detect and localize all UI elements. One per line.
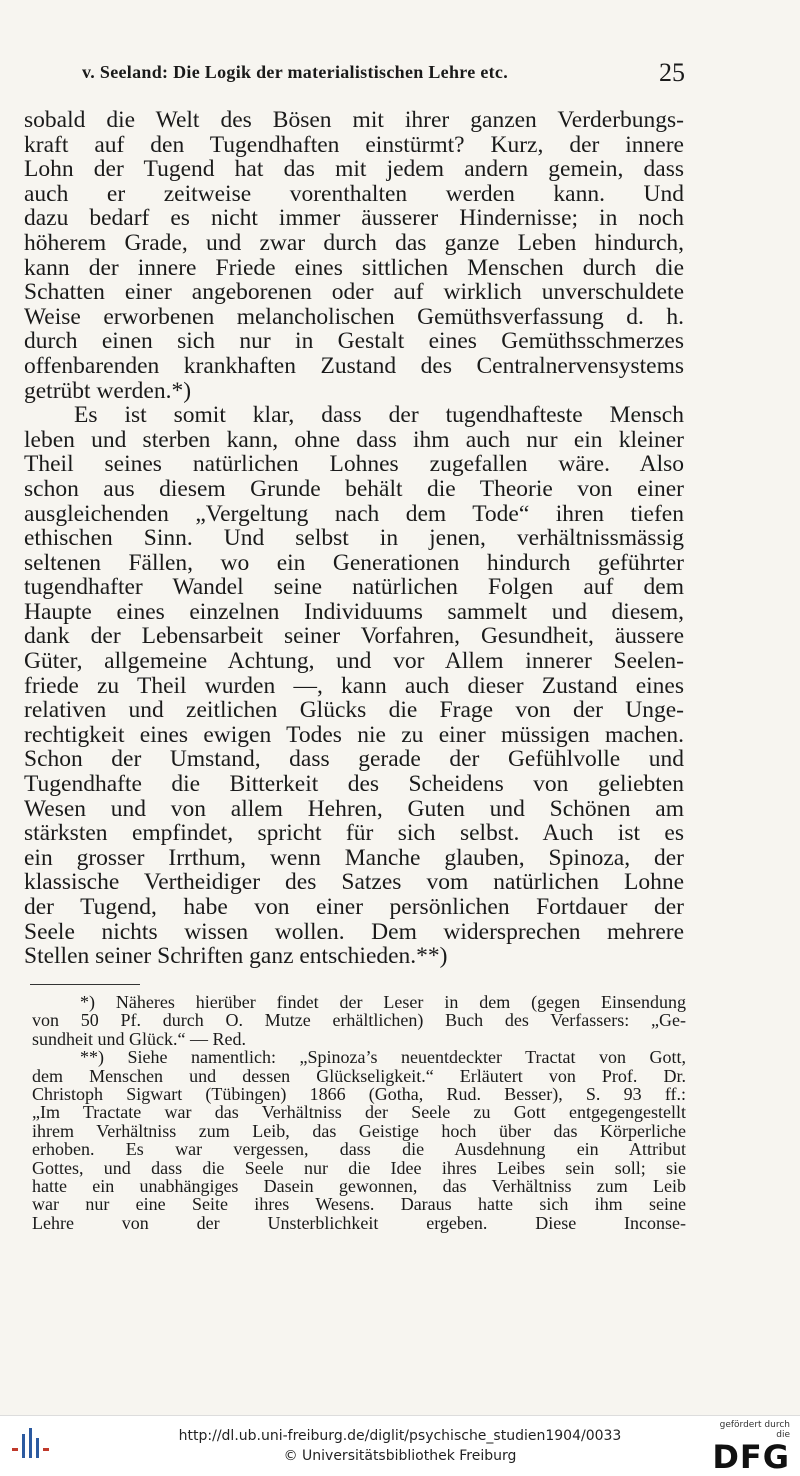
text-line: Haupte eines einzelnen Individuums sammelt und diesem,	[24, 598, 684, 625]
text-line: leben und sterben kann, ohne dass ihm auch nur ein kleiner	[24, 426, 684, 453]
text-line: Schatten einer angeborenen oder auf wirklich unverschuldete	[24, 279, 684, 306]
copyright-text: © Universitätsbibliothek Freiburg	[283, 1448, 517, 1464]
text-line: offenbarenden krankhaften Zustand des Centralnervensystems	[24, 352, 684, 379]
text-line: ethischen Sinn. Und selbst in jenen, verhältnissmässig	[24, 525, 684, 552]
body-text	[24, 108, 684, 969]
running-head: v. Seeland: Die Logik der materialistischen Lehre etc.	[82, 62, 508, 82]
footnotes	[32, 993, 686, 1232]
text-line: Weise erworbenen melancholischen Gemüthsverfassung d. h.	[24, 303, 684, 330]
text-line: dazu bedarf es nicht immer äusserer Hindernisse; in noch	[24, 205, 684, 232]
footnote-divider	[30, 984, 140, 985]
text-line: Theil seines natürlichen Lohnes zugefallen wäre. Also	[24, 451, 684, 478]
text-line: Stellen seiner Schriften ganz entschieden.**)	[24, 943, 448, 970]
footnote-line: Lehre von der Unsterblichkeit ergeben. Diese Inconse-	[32, 1212, 686, 1233]
text-line: der Tugend, habe von einer persönlichen Fortdauer der	[24, 894, 684, 920]
text-line: rechtigkeit eines ewigen Todes nie zu einer müssigen machen.	[24, 721, 684, 748]
text-line: Lohn der Tugend hat das mit jedem andern gemein, dass	[24, 156, 684, 183]
text-line: getrübt werden.*)	[24, 377, 192, 404]
text-line: höherem Grade, und zwar durch das ganze Leben hindurch,	[24, 229, 684, 256]
footnote-line: sundheit und Glück.“ — Red.	[32, 1028, 246, 1049]
dfg-logo	[704, 1420, 790, 1476]
text-line: klassische Vertheidiger des Satzes vom natürlichen Lohne	[24, 869, 684, 896]
text-line: kraft auf den Tugendhaften einstürmt? Kurz, der innere	[24, 131, 684, 158]
text-line: tugendhafter Wandel seine natürlichen Folgen auf dem	[24, 574, 684, 601]
footer-bar	[0, 1415, 800, 1476]
source-url-link[interactable]: http://dl.ub.uni-freiburg.de/diglit/psychische_studien1904/0033	[178, 1428, 622, 1444]
footnote-line: war nur eine Seite ihres Wesens. Daraus hatte sich ihm seine	[32, 1194, 686, 1215]
footnote-line: *) Näheres hierüber findet der Leser in dem (gegen Einsendung	[80, 992, 686, 1012]
text-line: sobald die Welt des Bösen mit ihrer ganzen Verderbungs-	[24, 107, 684, 133]
footnote-line: von 50 Pf. durch O. Mutze erhältlichen) Buch des Verfassers: „Ge-	[32, 1010, 686, 1031]
page-header	[30, 58, 685, 90]
footnote-line: Christoph Sigwart (Tübingen) 1866 (Gotha, Rud. Besser), S. 93 ff.:	[32, 1083, 686, 1104]
dfg-caption: gefördert durch die	[719, 1420, 790, 1440]
dfg-logo-text: DFG	[712, 1438, 790, 1476]
footnote-line: erhoben. Es war vergessen, dass die Ausdehnung ein Attribut	[32, 1139, 686, 1160]
text-line: Es ist somit klar, dass der tugendhafteste Mensch	[74, 402, 684, 429]
text-line: ein grosser Irrthum, wenn Manche glauben, Spinoza, der	[24, 844, 684, 871]
text-line: durch einen sich nur in Gestalt eines Gemüthsschmerzes	[24, 328, 684, 355]
footnote-line: hatte ein unabhängiges Dasein gewonnen, das Verhältniss zum Leib	[32, 1175, 686, 1196]
footnote-line: Gottes, und dass die Seele nur die Idee ihres Leibes sein soll; sie	[32, 1157, 686, 1178]
footnote-line: dem Menschen und dessen Glückseligkeit.“ Erläutert von Prof. Dr.	[32, 1065, 686, 1086]
text-line: relativen und zeitlichen Glücks die Frage von der Unge-	[24, 697, 684, 724]
text-line: Güter, allgemeine Achtung, und vor Allem innerer Seelen-	[24, 648, 684, 675]
footnote-line: ihrem Verhältniss zum Leib, das Geistige hoch über das Körperliche	[32, 1120, 686, 1141]
footnote-line: „Im Tractate war das Verhältniss der Seele zu Gott entgegengestellt	[32, 1102, 686, 1123]
text-line: schon aus diesem Grunde behält die Theorie von einer	[24, 475, 684, 502]
text-line: seltenen Fällen, wo ein Generationen hindurch geführter	[24, 549, 684, 576]
text-line: Seele nichts wissen wollen. Dem widersprechen mehrere	[24, 918, 684, 945]
text-line: stärksten empfindet, spricht für sich selbst. Auch ist es	[24, 820, 684, 847]
text-line: Schon der Umstand, dass gerade der Gefühlvolle und	[24, 746, 684, 773]
text-line: kann der innere Friede eines sittlichen Menschen durch die	[24, 254, 684, 281]
text-line: auch er zeitweise vorenthalten werden kann. Und	[24, 180, 684, 207]
text-line: ausgleichenden „Vergeltung nach dem Tode“ ihren tiefen	[24, 500, 684, 527]
text-line: dank der Lebensarbeit seiner Vorfahren, Gesundheit, äussere	[24, 623, 684, 650]
text-line: Tugendhafte die Bitterkeit des Scheidens von geliebten	[24, 771, 684, 798]
footnote-line: **) Siehe namentlich: „Spinoza’s neuentdeckter Tractat von Gott,	[80, 1047, 686, 1068]
page-number: 25	[659, 58, 685, 87]
text-line: friede zu Theil wurden —, kann auch dieser Zustand eines	[24, 672, 684, 699]
text-line: Wesen und von allem Hehren, Guten und Schönen am	[24, 795, 684, 822]
